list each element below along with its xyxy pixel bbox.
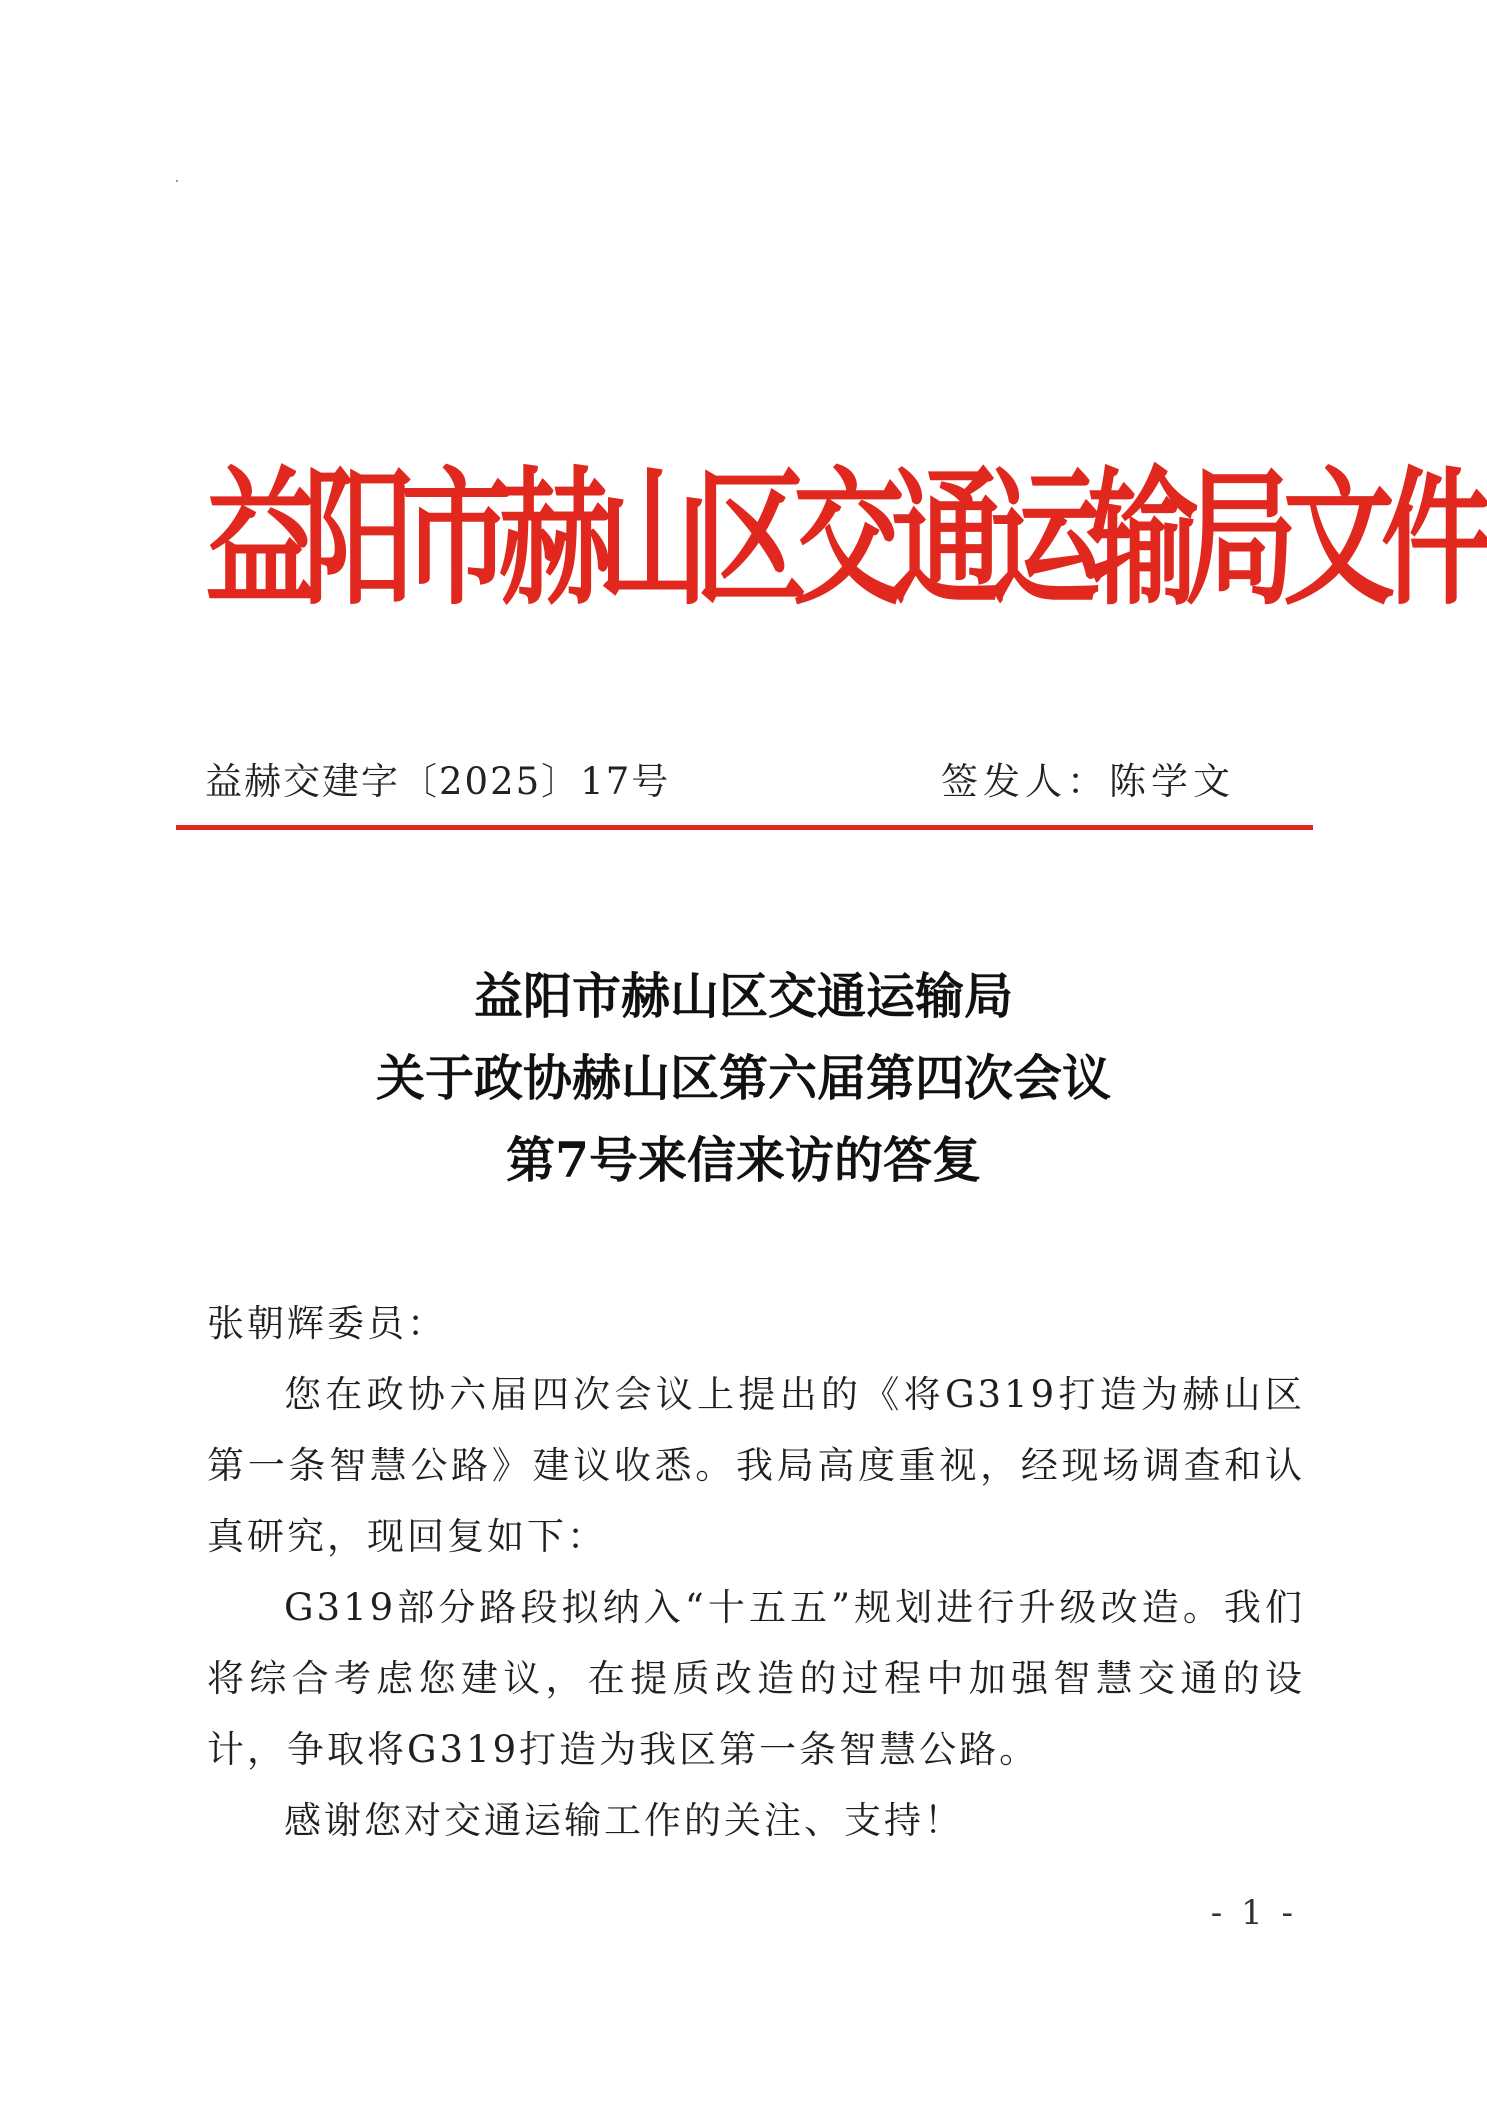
signer: 签发人：陈学文 [941,760,1235,803]
document-masthead: 益阳市赫山区交通运输局文件 [205,454,1479,626]
body-paragraph: G319部分路段拟纳入“十五五”规划进行升级改造。我们将综合考虑您建议，在提质改造的过程中加强智慧交通的设计，争取将G319打造为我区第一条智慧公路。 [207,1586,1305,1771]
document-number: 益赫交建字〔2025〕17号 [205,760,671,803]
document-title [200,955,1287,1201]
title-line-1: 益阳市赫山区交通运输局 [473,967,1013,1025]
document-info-line [205,752,1235,812]
title-line-3: 第7号来信来访的答复 [505,1131,982,1189]
body-paragraph: 您在政协六届四次会议上提出的《将G319打造为赫山区第一条智慧公路》建议收悉。我局高度重视，经现场调查和认真研究，现回复如下： [207,1373,1305,1558]
scan-speck [176,180,178,182]
salutation: 张朝辉委员： [207,1302,447,1345]
red-divider-line [176,825,1313,830]
body-paragraph: 感谢您对交通运输工作的关注、支持！ [284,1799,964,1842]
document-body [207,1288,1305,1856]
title-line-2: 关于政协赫山区第六届第四次会议 [375,1049,1111,1107]
page-number: - 1 - [1210,1893,1297,1933]
